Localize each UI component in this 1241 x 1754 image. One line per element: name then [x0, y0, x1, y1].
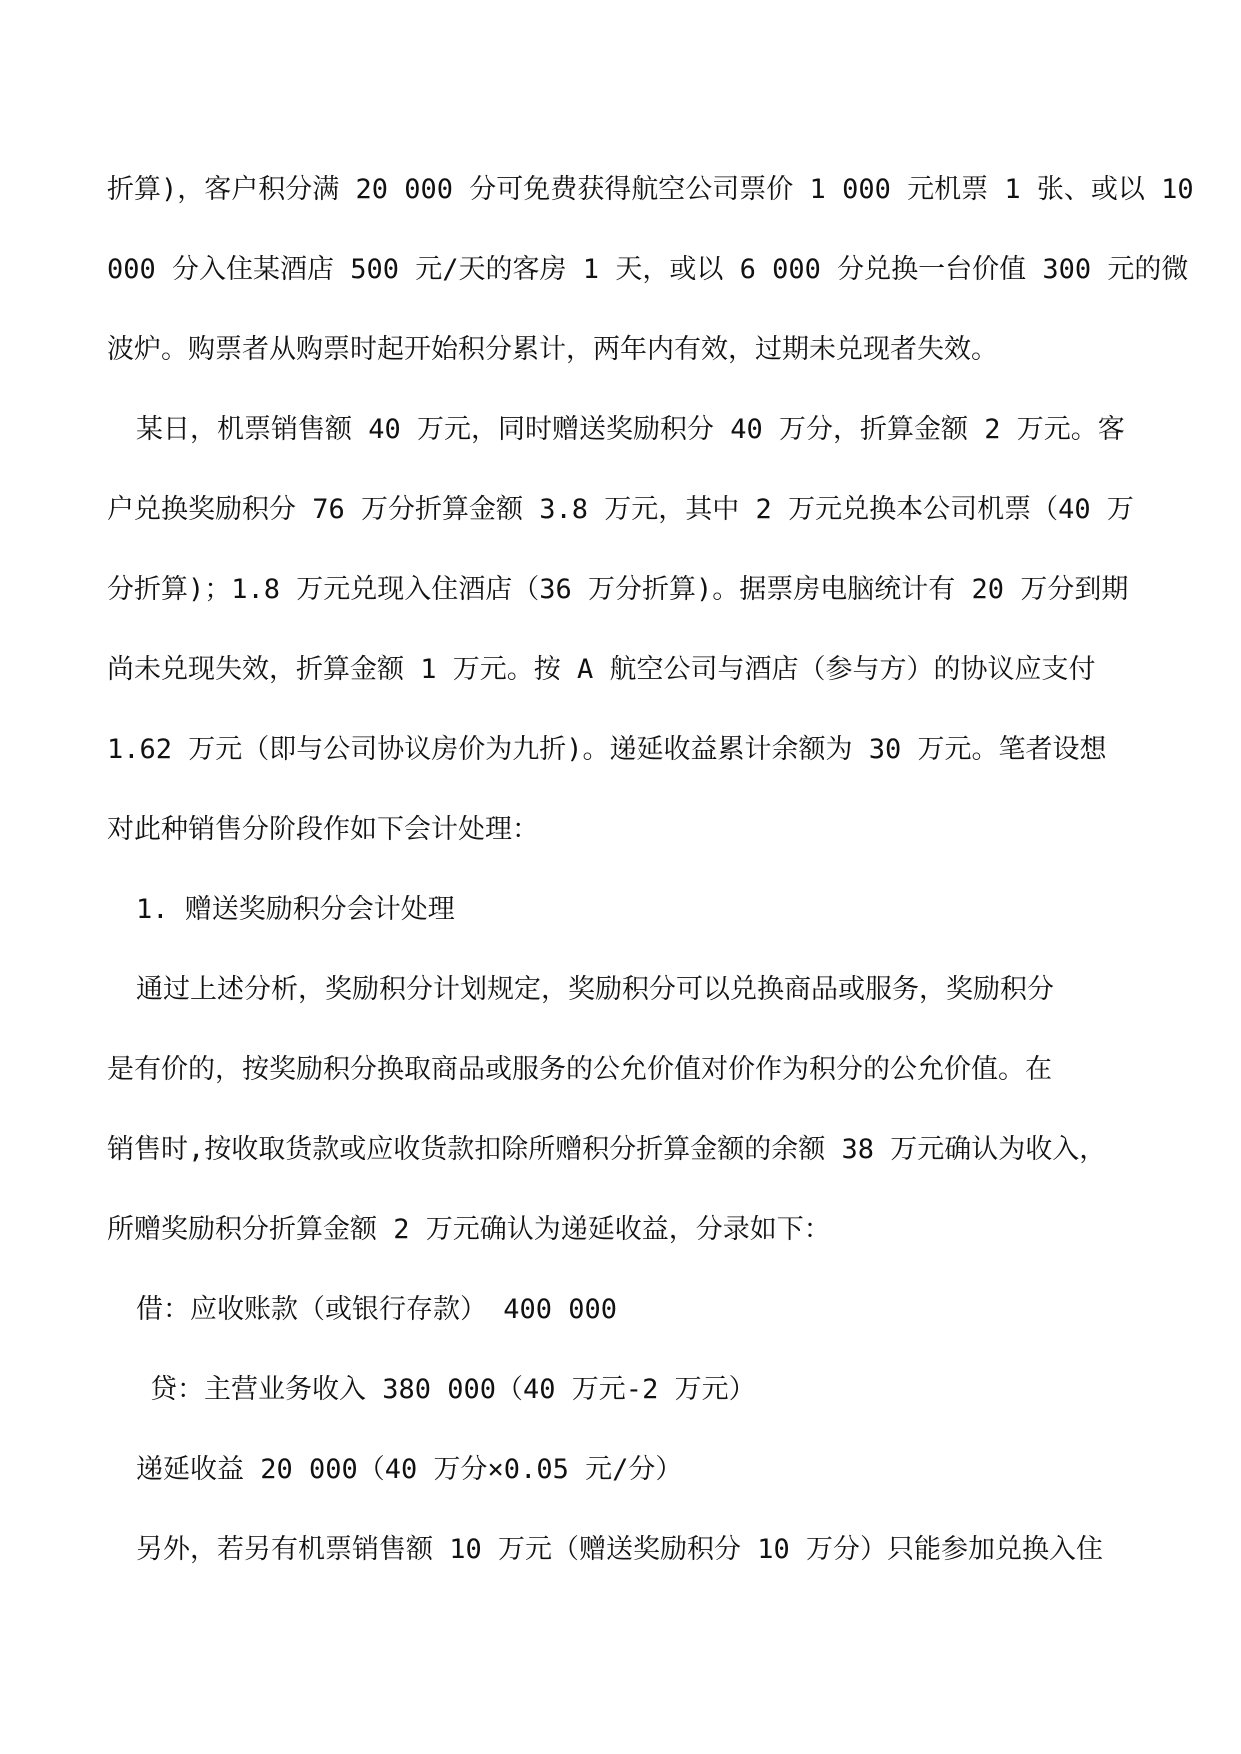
text-line: 1.62 万元（即与公司协议房价为九折)。递延收益累计余额为 30 万元。笔者设想 — [107, 734, 1107, 765]
section-heading: 1. 赠送奖励积分会计处理 — [136, 894, 455, 925]
text-line: 户兑换奖励积分 76 万分折算金额 3.8 万元，其中 2 万元兑换本公司机票（40 万 — [107, 494, 1134, 525]
text-line: 尚未兑现失效，折算金额 1 万元。按 A 航空公司与酒店（参与方）的协议应支付 — [107, 654, 1096, 685]
text-line: 分折算)；1.8 万元兑现入住酒店（36 万分折算)。据票房电脑统计有 20 万分到期 — [107, 574, 1129, 605]
text-line: 另外，若另有机票销售额 10 万元（赠送奖励积分 10 万分）只能参加兑换入住 — [136, 1534, 1104, 1565]
text-line: 通过上述分析，奖励积分计划规定，奖励积分可以兑换商品或服务，奖励积分 — [136, 974, 1054, 1005]
text-line: 所赠奖励积分折算金额 2 万元确认为递延收益，分录如下： — [107, 1214, 831, 1245]
journal-entry-debit: 借：应收账款（或银行存款） 400 000 — [136, 1294, 618, 1325]
text-line: 波炉。购票者从购票时起开始积分累计，两年内有效，过期未兑现者失效。 — [107, 334, 998, 365]
text-line: 某日，机票销售额 40 万元，同时赠送奖励积分 40 万分，折算金额 2 万元。客 — [136, 414, 1125, 445]
text-line: 对此种销售分阶段作如下会计处理： — [107, 814, 539, 845]
text-line: 是有价的，按奖励积分换取商品或服务的公允价值对价作为积分的公允价值。在 — [107, 1054, 1052, 1085]
journal-entry-credit-deferred: 递延收益 20 000（40 万分×0.05 元/分） — [136, 1454, 683, 1485]
text-line: 销售时,按收取货款或应收货款扣除所赠积分折算金额的余额 38 万元确认为收入， — [107, 1134, 1107, 1165]
text-line: 000 分入住某酒店 500 元/天的客房 1 天，或以 6 000 分兑换一台价值 300 元的微 — [107, 254, 1189, 285]
journal-entry-credit: 贷：主营业务收入 380 000（40 万元-2 万元） — [150, 1374, 756, 1405]
text-line: 折算)，客户积分满 20 000 分可免费获得航空公司票价 1 000 元机票 1 张、或以 10 — [107, 174, 1194, 205]
